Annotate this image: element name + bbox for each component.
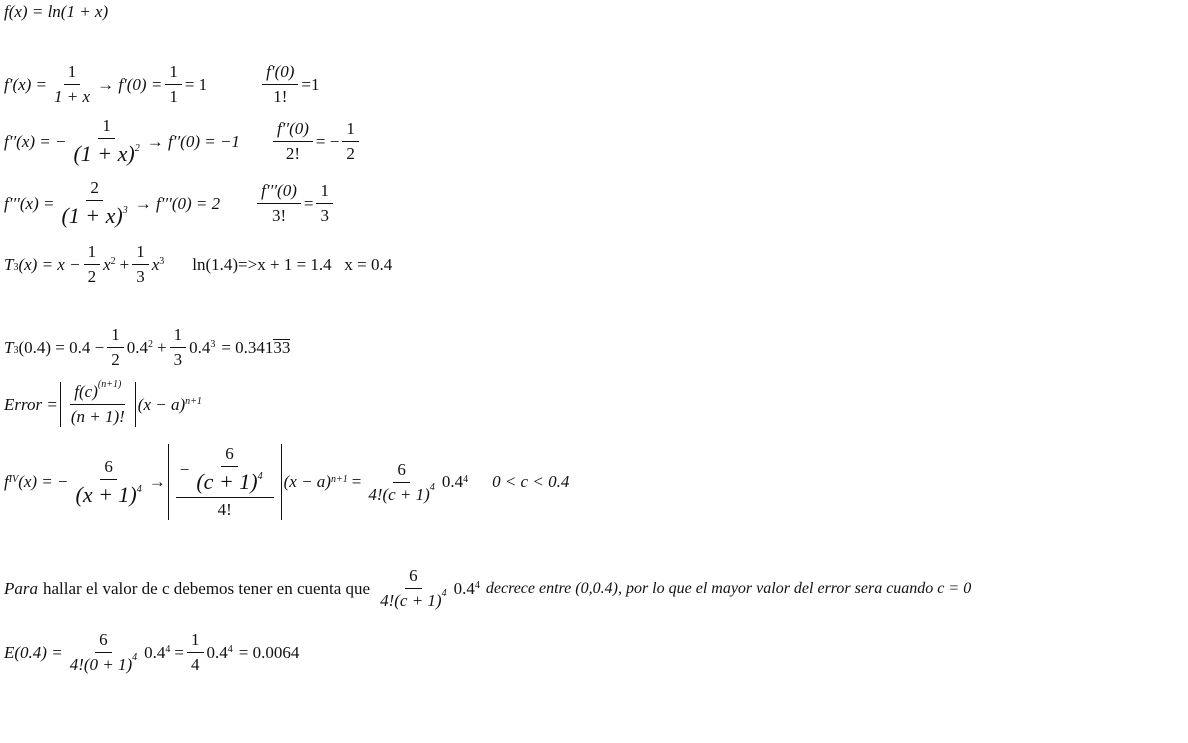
t3-b: x [103,254,111,274]
fd1-val-den: 1 [169,87,178,106]
fd1-lhs: f′(x) = [4,74,48,94]
explanation-num: 6 [405,566,422,589]
e-c: 0.4 [206,642,228,662]
fd3-lhs: f′′′(x) = [4,193,55,213]
fd4-f: f [4,472,9,491]
taylor-polynomial-row [4,242,392,287]
fd1-value-fraction [165,62,182,107]
error-lhs: Error = [4,394,58,414]
explanation-b: 0.4 [453,578,475,598]
explanation-text: hallar el valor de c debemos tener en cuenta que [43,578,371,598]
fd3-num: 2 [86,178,103,201]
t3e-frac2-den: 3 [173,350,183,369]
fd4-den-wrap [72,480,146,508]
coef3-value-den: 3 [320,206,329,225]
coef2-eq: = − [315,131,340,151]
fd4-lhs: (x) = − [18,472,69,491]
t3-sub: 3 [13,262,19,273]
fd4-mid-exp: n+1 [330,473,348,485]
fd4-result-den-wrap [364,483,439,505]
e-num: 6 [95,630,112,653]
para-word: Para [4,578,38,598]
explanation-b-exp: 4 [474,580,480,591]
e-lhs: E(0.4) = [4,642,63,662]
e-frac2 [187,630,204,675]
fd2-lhs: f′′(x) = − [4,131,67,151]
coef1-den: 1! [273,87,288,106]
fd1-den: 1 + x [54,87,91,106]
definition-text: f(x) = ln(1 + x) [4,2,109,21]
fd4-result-den: 4!(c + 1) [368,484,430,504]
fd4-in-fraction [192,444,266,495]
t3e-frac2 [170,325,187,370]
error-abs [60,379,136,427]
fd4-fraction [72,457,146,508]
t3e-symbol: T [4,337,14,357]
e-frac2-den: 4 [191,655,200,674]
explanation-row [4,566,971,611]
error-formula-row [4,379,202,427]
fd2-mid: → f′′(0) = −1 [146,131,240,151]
fd4-den-exp: 4 [136,483,142,495]
fd4-tail-exp: 4 [463,473,469,485]
e-c-exp: 4 [227,644,233,655]
fd1-res: = 1 [184,74,208,94]
t3-frac1 [84,242,101,287]
fd2-den-wrap [69,139,143,167]
third-derivative-row [4,178,336,229]
fd4-in-den-wrap [192,467,266,495]
coef3-value-num: 1 [316,181,333,204]
fd4-result-den-exp: 4 [429,481,435,493]
fd2-num: 1 [98,116,115,139]
fd4-abs [168,444,282,520]
t3-frac2 [132,242,149,287]
error-num-exp: (n+1) [97,379,122,391]
t3e-repeating: 33 [273,338,291,357]
t3-frac1-num: 1 [84,242,101,265]
coef3-fraction [257,181,301,226]
t3e-d-exp: 3 [210,339,216,350]
coef2-value-den: 2 [346,144,355,163]
t3e-d: 0.4 [189,337,211,357]
coef2-value [342,119,359,164]
explanation-fraction [376,566,451,611]
coef2-den: 2! [285,144,301,163]
t3-d-exp: 3 [159,256,165,267]
fd4-big-fraction [176,444,274,520]
fd3-den-wrap [57,201,131,229]
t3-d: x [151,254,160,274]
explanation-den: 4!(c + 1) [380,591,442,610]
t3e-frac1-num: 1 [107,325,124,348]
coef1-res: =1 [301,74,320,94]
taylor-evaluation-row [4,325,290,370]
coef1-fraction [262,62,298,107]
t3e-frac1 [107,325,124,370]
error-rhs-exp: n+1 [185,396,202,407]
error-rhs: (x − a) [137,394,186,414]
e-result: = 0.0064 [238,642,300,662]
e-den-exp: 4 [132,652,138,664]
definition-f [4,2,108,22]
fd4-big-num [176,444,274,498]
fd4-arrow: → [148,472,166,491]
coef2-value-num: 1 [342,119,359,142]
error-num-text: f(c) [74,382,98,401]
fd3-fraction [57,178,131,229]
t3e-result: = 0.341 [221,337,274,357]
fd4-big-den: 4! [217,500,232,519]
explanation-den-wrap [376,589,451,611]
fd2-fraction [69,116,143,167]
fd4-result-fraction [364,460,439,505]
fd1-mid: → f′(0) = [97,74,163,94]
coef3-value [316,181,333,226]
t3-a: (x) = x − [18,254,81,274]
fd4-in-num: 6 [221,444,238,467]
error-fraction [67,379,129,427]
coef2-fraction [273,119,313,164]
fd4-in-den: (c + 1) [196,469,258,494]
t3e-plus: + [156,337,167,357]
t3-symbol: T [4,254,14,274]
t3-b-exp: 2 [110,256,116,267]
explanation-den-exp: 4 [441,588,447,600]
fd4-den: (x + 1) [75,481,137,507]
fd2-den-exp: 2 [134,143,140,155]
fd3-mid: → f′′′(0) = 2 [134,193,221,213]
fd3-den: (1 + x) [61,203,123,228]
fd1-fraction [50,62,94,107]
fd4-exp: IV [8,473,19,485]
fd3-den-exp: 3 [122,205,128,217]
coef1-num: f′(0) [262,62,298,85]
coef3-num: f′′′(0) [257,181,301,204]
fd1-val-num: 1 [165,62,182,85]
e-eq: = [174,642,184,662]
error-den: (n + 1)! [70,407,125,426]
t3e-frac2-num: 1 [170,325,187,348]
ln-substitution: ln(1.4)=>x + 1 = 1.4 x = 0.4 [192,254,393,274]
t3e-a: (0.4) = 0.4 − [18,337,105,357]
fd4-result-num: 6 [393,460,410,483]
fd4-eq: = [351,472,362,491]
fd2-den: (1 + x) [73,141,135,166]
fd1-num: 1 [64,62,81,85]
fd4-in-minus: − [179,459,190,479]
second-derivative-row [4,116,362,167]
coef3-den: 3! [271,206,287,225]
fd4-in-den-exp: 4 [257,471,263,483]
t3e-b-exp: 2 [147,339,153,350]
coef3-eq: = [303,193,314,213]
fd4-mid: (x − a) [283,472,331,491]
t3-frac2-num: 1 [132,242,149,265]
e-frac2-num: 1 [187,630,204,653]
t3e-b: 0.4 [126,337,148,357]
fd4-tail: 0.4 [441,472,464,491]
error-value-row [4,630,299,675]
error-num [70,379,125,405]
explanation-conclusion: decrece entre (0,0.4), por lo que el mayor valor del error sera cuando c = 0 [485,579,972,597]
fourth-derivative-row [4,444,569,520]
fd4-num: 6 [100,457,117,480]
t3-plus: + [119,254,130,274]
e-b-exp: 4 [165,644,171,655]
e-den-wrap [66,653,141,675]
c-range: 0 < c < 0.4 [492,472,570,491]
t3e-sub: 3 [13,345,19,356]
t3-frac2-den: 3 [136,267,145,286]
e-den: 4!(0 + 1) [69,655,133,674]
t3e-frac1-den: 2 [111,350,120,369]
e-b: 0.4 [144,642,166,662]
coef2-num: f′′(0) [273,119,313,142]
t3-frac1-den: 2 [87,267,97,286]
e-fraction [66,630,141,675]
first-derivative-row [4,62,320,107]
